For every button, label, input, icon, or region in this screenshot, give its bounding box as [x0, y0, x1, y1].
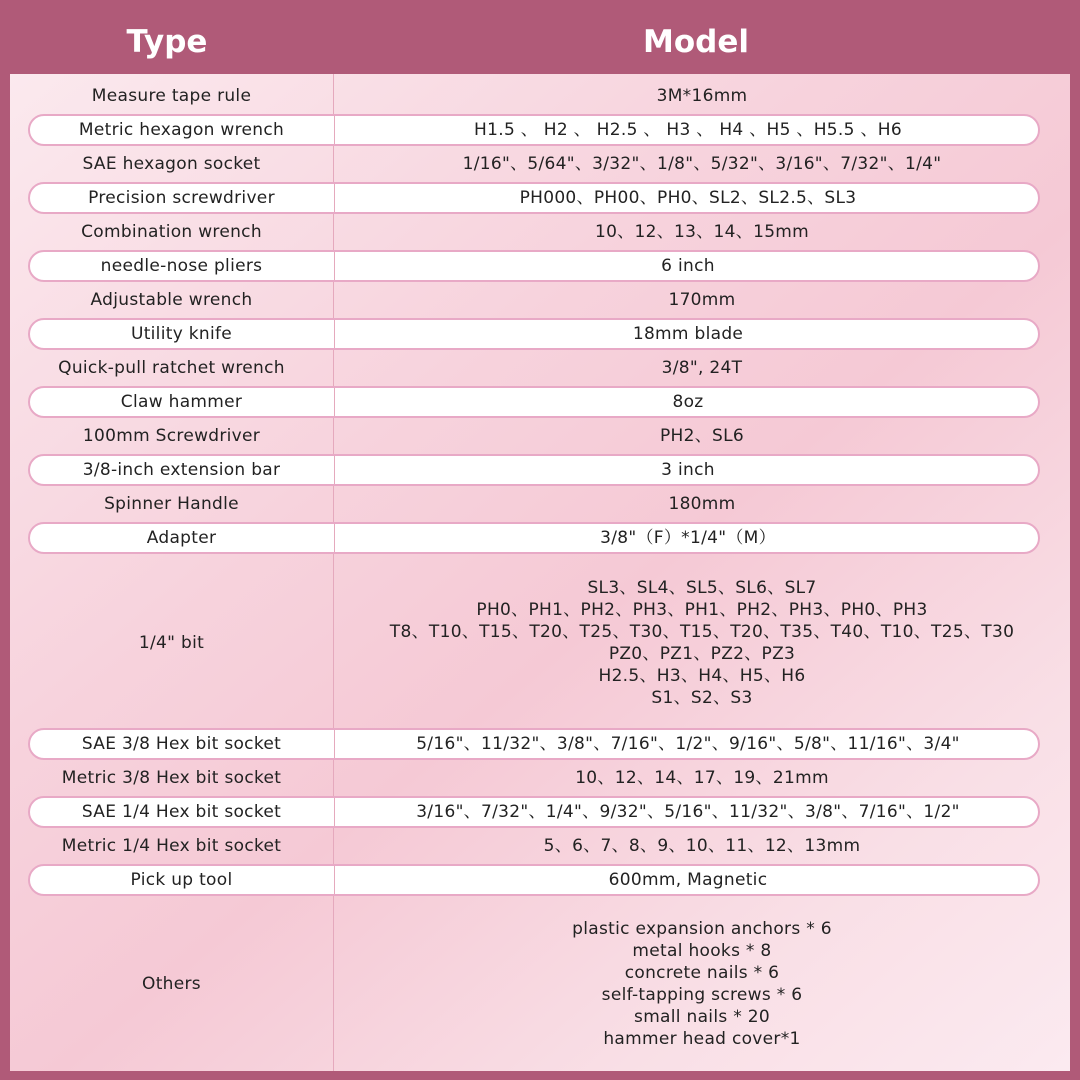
type-cell: Pick up tool	[130, 870, 233, 890]
type-cell: Metric hexagon wrench	[78, 120, 285, 140]
model-line: 18mm blade	[632, 324, 744, 344]
model-line: small nails * 20	[634, 1007, 770, 1027]
type-cell: Measure tape rule	[91, 86, 252, 106]
table-row	[28, 522, 1040, 554]
type-cell: Metric 3/8 Hex bit socket	[61, 768, 282, 788]
model-cell	[334, 284, 1070, 316]
model-line: 3 inch	[661, 460, 715, 480]
model-line: 3M*16mm	[656, 86, 748, 106]
table-row	[10, 420, 1070, 452]
table-row	[10, 900, 1070, 1068]
type-cell: SAE 1/4 Hex bit socket	[81, 802, 282, 822]
table-row	[28, 454, 1040, 486]
table-row	[10, 558, 1070, 728]
type-column-header: Type	[126, 24, 208, 60]
model-line: plastic expansion anchors * 6	[572, 919, 832, 939]
model-cell	[334, 80, 1070, 112]
model-cell	[336, 866, 1040, 894]
model-cell	[336, 184, 1040, 212]
type-cell: Spinner Handle	[104, 494, 239, 514]
model-line: hammer head cover*1	[603, 1029, 801, 1049]
model-cell	[336, 116, 1040, 144]
type-cell: SAE hexagon socket	[82, 154, 261, 174]
type-cell: 100mm Screwdriver	[82, 426, 261, 446]
model-line: concrete nails * 6	[624, 963, 780, 983]
model-cell	[336, 730, 1040, 758]
table-row	[28, 386, 1040, 418]
model-cell	[334, 558, 1070, 728]
model-line: H2.5、H3、H4、H5、H6	[598, 666, 806, 686]
table-row	[10, 80, 1070, 112]
model-cell	[334, 762, 1070, 794]
type-cell: 1/4" bit	[138, 633, 205, 653]
model-cell	[334, 148, 1070, 180]
table-row	[10, 488, 1070, 520]
model-line: PH000、PH00、PH0、SL2、SL2.5、SL3	[519, 188, 857, 208]
model-line: 3/16"、7/32"、1/4"、9/32"、5/16"、11/32"、3/8"、7/16"、1/2"	[416, 802, 960, 822]
table-row	[10, 762, 1070, 794]
model-column-header: Model	[643, 24, 749, 60]
model-line: 6 inch	[661, 256, 715, 276]
model-line: 600mm, Magnetic	[608, 870, 768, 890]
type-cell: needle-nose pliers	[100, 256, 263, 276]
model-cell	[334, 216, 1070, 248]
table-row	[10, 216, 1070, 248]
model-line: 10、12、13、14、15mm	[594, 222, 810, 242]
model-line: PH2、SL6	[659, 426, 745, 446]
table-row	[28, 250, 1040, 282]
type-cell: Quick-pull ratchet wrench	[58, 358, 285, 378]
model-line: PZ0、PZ1、PZ2、PZ3	[608, 644, 796, 664]
table-row	[28, 864, 1040, 896]
model-line: metal hooks * 8	[632, 941, 772, 961]
type-cell: Adapter	[146, 528, 217, 548]
table-row	[10, 284, 1070, 316]
model-line: self-tapping screws * 6	[601, 985, 803, 1005]
table-row	[28, 114, 1040, 146]
model-cell	[336, 456, 1040, 484]
table-row	[10, 148, 1070, 180]
table-row	[28, 796, 1040, 828]
model-line: 3/8"（F）*1/4"（M）	[600, 528, 776, 548]
type-cell: Others	[142, 974, 201, 994]
model-line: 1/16"、5/64"、3/32"、1/8"、5/32"、3/16"、7/32"、1/4"	[462, 154, 942, 174]
table-row	[10, 830, 1070, 862]
model-line: PH0、PH1、PH2、PH3、PH1、PH2、PH3、PH0、PH3	[476, 600, 928, 620]
model-cell	[334, 830, 1070, 862]
model-cell	[334, 900, 1070, 1068]
type-cell: Combination wrench	[81, 222, 262, 242]
type-cell: Utility knife	[130, 324, 233, 344]
model-line: T8、T10、T15、T20、T25、T30、T15、T20、T35、T40、T10、T25、T30	[389, 622, 1015, 642]
model-cell	[336, 524, 1040, 552]
model-cell	[336, 320, 1040, 348]
type-cell: SAE 3/8 Hex bit socket	[81, 734, 282, 754]
model-line: 180mm	[668, 494, 736, 514]
model-line: H1.5 、 H2 、 H2.5 、 H3 、 H4 、H5 、H5.5 、H6	[474, 120, 902, 140]
model-line: 8oz	[672, 392, 704, 412]
model-line: 5/16"、11/32"、3/8"、7/16"、1/2"、9/16"、5/8"、11/16"、3/4"	[416, 734, 960, 754]
model-cell	[334, 420, 1070, 452]
model-line: 10、12、14、17、19、21mm	[575, 768, 829, 788]
model-line: SL3、SL4、SL5、SL6、SL7	[587, 578, 817, 598]
model-cell	[334, 352, 1070, 384]
model-line: 3/8", 24T	[661, 358, 743, 378]
model-cell	[336, 252, 1040, 280]
type-cell: Adjustable wrench	[90, 290, 253, 310]
type-cell: Claw hammer	[120, 392, 243, 412]
model-line: 170mm	[668, 290, 736, 310]
spec-table	[10, 74, 1070, 1071]
model-line: S1、S2、S3	[651, 688, 753, 708]
model-cell	[336, 388, 1040, 416]
type-cell: Precision screwdriver	[88, 188, 275, 208]
table-row	[28, 318, 1040, 350]
type-cell: Metric 1/4 Hex bit socket	[61, 836, 282, 856]
type-cell: 3/8-inch extension bar	[82, 460, 281, 480]
model-line: 5、6、7、8、9、10、11、12、13mm	[543, 836, 861, 856]
table-row	[28, 182, 1040, 214]
model-cell	[336, 798, 1040, 826]
model-cell	[334, 488, 1070, 520]
table-header	[0, 0, 1080, 74]
table-row	[28, 728, 1040, 760]
table-row	[10, 352, 1070, 384]
